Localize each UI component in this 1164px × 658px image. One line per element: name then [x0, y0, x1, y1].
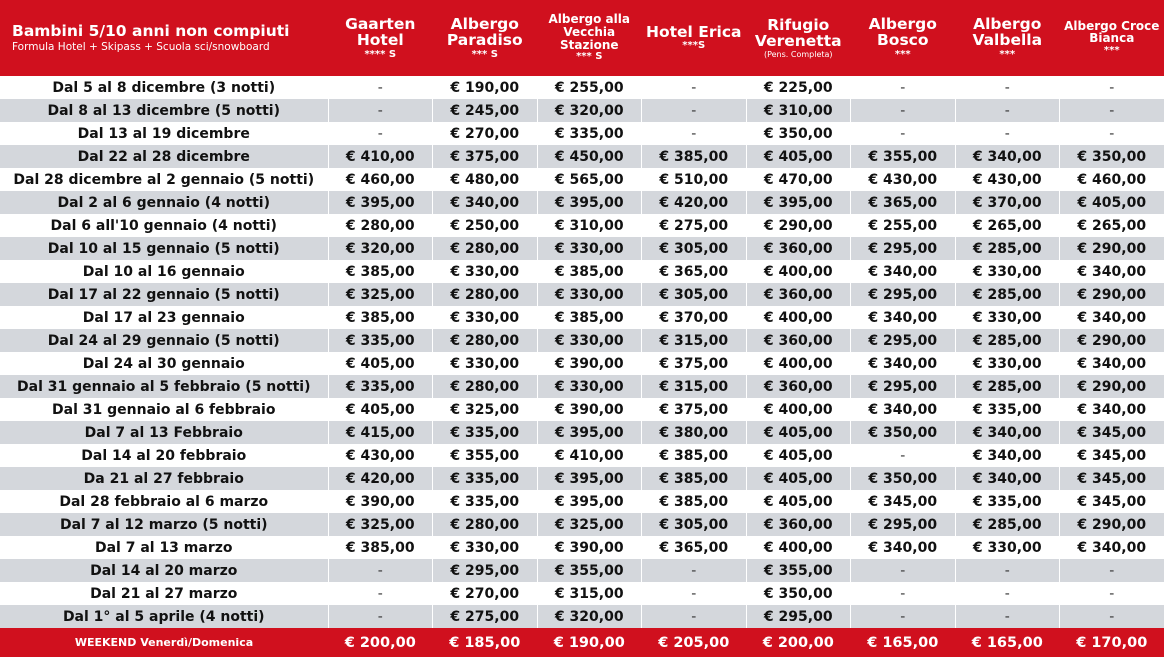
table-row — [0, 421, 1164, 444]
price-cell: € 395,00 — [537, 421, 642, 444]
weekend-price-cell: € 170,00 — [1060, 628, 1164, 657]
price-cell: € 350,00 — [746, 582, 851, 605]
price-cell: € 325,00 — [433, 398, 538, 421]
price-cell: € 330,00 — [537, 283, 642, 306]
table-row — [0, 168, 1164, 191]
price-cell: € 305,00 — [642, 237, 747, 260]
price-cell: € 345,00 — [1060, 444, 1164, 467]
price-cell: - — [328, 122, 433, 145]
table-row — [0, 122, 1164, 145]
price-cell: € 335,00 — [433, 421, 538, 444]
price-cell: € 295,00 — [746, 605, 851, 628]
price-cell: € 450,00 — [537, 145, 642, 168]
price-cell: € 330,00 — [537, 329, 642, 352]
price-cell: € 340,00 — [1060, 260, 1164, 283]
price-cell: € 290,00 — [1060, 513, 1164, 536]
period-cell: Dal 7 al 13 Febbraio — [0, 421, 328, 444]
weekend-label: WEEKEND Venerdì/Domenica — [0, 628, 328, 657]
period-cell: Da 21 al 27 febbraio — [0, 467, 328, 490]
price-cell: € 340,00 — [955, 467, 1060, 490]
price-cell: € 375,00 — [433, 145, 538, 168]
price-cell: - — [328, 76, 433, 99]
price-cell: € 405,00 — [746, 490, 851, 513]
hotel-stars: *** S — [471, 48, 498, 60]
price-cell: € 305,00 — [642, 513, 747, 536]
hotel-name: Albergo Bosco — [868, 14, 937, 50]
price-cell: € 340,00 — [1060, 398, 1164, 421]
price-cell: € 335,00 — [328, 329, 433, 352]
price-cell: - — [851, 582, 956, 605]
price-cell: € 360,00 — [746, 513, 851, 536]
price-cell: € 290,00 — [1060, 375, 1164, 398]
table-row — [0, 559, 1164, 582]
period-cell: Dal 14 al 20 febbraio — [0, 444, 328, 467]
price-cell: € 250,00 — [433, 214, 538, 237]
price-cell: € 375,00 — [642, 398, 747, 421]
period-cell: Dal 31 gennaio al 6 febbraio — [0, 398, 328, 421]
price-cell: € 315,00 — [642, 375, 747, 398]
price-cell: € 290,00 — [1060, 237, 1164, 260]
price-cell: € 265,00 — [1060, 214, 1164, 237]
price-cell: - — [955, 122, 1060, 145]
table-row — [0, 76, 1164, 99]
table-row — [0, 329, 1164, 352]
price-cell: € 295,00 — [851, 283, 956, 306]
price-cell: € 280,00 — [433, 237, 538, 260]
price-cell: € 275,00 — [433, 605, 538, 628]
period-cell: Dal 1° al 5 aprile (4 notti) — [0, 605, 328, 628]
price-cell: € 320,00 — [537, 99, 642, 122]
table-row — [0, 398, 1164, 421]
price-cell: € 330,00 — [433, 352, 538, 375]
price-cell: - — [642, 76, 747, 99]
weekend-price-cell: € 200,00 — [328, 628, 433, 657]
price-cell: € 330,00 — [433, 260, 538, 283]
price-cell: € 275,00 — [642, 214, 747, 237]
price-cell: € 430,00 — [955, 168, 1060, 191]
price-cell: € 350,00 — [851, 421, 956, 444]
price-cell: € 350,00 — [1060, 145, 1164, 168]
price-cell: € 345,00 — [1060, 467, 1164, 490]
price-cell: € 320,00 — [328, 237, 433, 260]
hotel-stars: *** — [1103, 44, 1120, 56]
price-cell: - — [642, 582, 747, 605]
weekend-price-cell: € 165,00 — [955, 628, 1060, 657]
price-cell: € 340,00 — [1060, 536, 1164, 559]
price-cell: € 340,00 — [955, 421, 1060, 444]
price-cell: € 290,00 — [1060, 329, 1164, 352]
price-cell: € 280,00 — [433, 375, 538, 398]
period-cell: Dal 14 al 20 marzo — [0, 559, 328, 582]
price-cell: € 285,00 — [955, 375, 1060, 398]
price-cell: - — [642, 122, 747, 145]
period-cell: Dal 2 al 6 gennaio (4 notti) — [0, 191, 328, 214]
price-cell: € 295,00 — [851, 513, 956, 536]
price-cell: € 510,00 — [642, 168, 747, 191]
weekend-price-cell: € 185,00 — [433, 628, 538, 657]
price-cell: € 285,00 — [955, 237, 1060, 260]
price-cell: € 285,00 — [955, 513, 1060, 536]
hotel-header — [537, 0, 642, 76]
table-row — [0, 99, 1164, 122]
period-cell: Dal 17 al 23 gennaio — [0, 306, 328, 329]
price-cell: € 430,00 — [851, 168, 956, 191]
price-cell: € 395,00 — [537, 467, 642, 490]
table-row — [0, 306, 1164, 329]
price-cell: € 365,00 — [851, 191, 956, 214]
price-cell: € 395,00 — [328, 191, 433, 214]
price-cell: € 385,00 — [537, 306, 642, 329]
price-cell: € 335,00 — [537, 122, 642, 145]
hotel-note: (Pens. Completa) — [763, 50, 833, 60]
price-cell: - — [955, 559, 1060, 582]
hotel-name: Albergo alla Vecchia Stazione — [548, 12, 630, 52]
price-cell: - — [328, 559, 433, 582]
period-cell: Dal 8 al 13 dicembre (5 notti) — [0, 99, 328, 122]
price-cell: € 340,00 — [851, 306, 956, 329]
price-cell: € 390,00 — [537, 398, 642, 421]
price-cell: € 355,00 — [746, 559, 851, 582]
price-cell: € 395,00 — [746, 191, 851, 214]
price-cell: - — [955, 99, 1060, 122]
price-cell: € 330,00 — [955, 536, 1060, 559]
period-cell: Dal 24 al 29 gennaio (5 notti) — [0, 329, 328, 352]
price-cell: € 480,00 — [433, 168, 538, 191]
price-cell: - — [851, 122, 956, 145]
price-cell: € 325,00 — [328, 513, 433, 536]
price-cell: € 400,00 — [746, 306, 851, 329]
price-cell: € 340,00 — [851, 536, 956, 559]
table-row — [0, 513, 1164, 536]
hotel-stars: **** S — [364, 48, 397, 60]
price-cell: € 310,00 — [746, 99, 851, 122]
price-cell: € 470,00 — [746, 168, 851, 191]
price-cell: € 405,00 — [746, 467, 851, 490]
price-cell: € 295,00 — [433, 559, 538, 582]
price-cell: - — [1060, 605, 1164, 628]
period-cell: Dal 7 al 13 marzo — [0, 536, 328, 559]
price-cell: € 385,00 — [642, 444, 747, 467]
price-cell: - — [1060, 99, 1164, 122]
table-row — [0, 444, 1164, 467]
price-cell: € 360,00 — [746, 329, 851, 352]
price-cell: € 390,00 — [537, 536, 642, 559]
table-row — [0, 467, 1164, 490]
price-cell: € 360,00 — [746, 237, 851, 260]
table-subtitle: Formula Hotel + Skipass + Scuola sci/snowboard — [12, 41, 270, 54]
price-cell: € 335,00 — [955, 490, 1060, 513]
price-cell: € 355,00 — [851, 145, 956, 168]
price-cell: € 270,00 — [433, 122, 538, 145]
price-cell: - — [642, 559, 747, 582]
price-rows — [0, 76, 1164, 628]
price-cell: € 330,00 — [955, 352, 1060, 375]
price-cell: € 340,00 — [1060, 306, 1164, 329]
table-row — [0, 237, 1164, 260]
period-cell: Dal 28 dicembre al 2 gennaio (5 notti) — [0, 168, 328, 191]
price-cell: € 295,00 — [851, 329, 956, 352]
price-cell: € 340,00 — [433, 191, 538, 214]
period-cell: Dal 31 gennaio al 5 febbraio (5 notti) — [0, 375, 328, 398]
price-cell: € 360,00 — [746, 375, 851, 398]
hotel-stars: ***S — [682, 40, 706, 52]
price-cell: € 405,00 — [746, 444, 851, 467]
price-cell: € 385,00 — [328, 306, 433, 329]
price-cell: € 330,00 — [537, 375, 642, 398]
hotel-name: Albergo Paradiso — [446, 14, 523, 50]
price-cell: € 335,00 — [955, 398, 1060, 421]
hotel-header — [328, 0, 433, 76]
price-cell: € 295,00 — [851, 237, 956, 260]
price-cell: € 360,00 — [746, 283, 851, 306]
period-cell: Dal 22 al 28 dicembre — [0, 145, 328, 168]
weekend-price-cell: € 200,00 — [746, 628, 851, 657]
price-cell: € 390,00 — [328, 490, 433, 513]
price-cell: - — [851, 559, 956, 582]
price-cell: € 295,00 — [851, 375, 956, 398]
price-cell: € 380,00 — [642, 421, 747, 444]
price-cell: € 355,00 — [537, 559, 642, 582]
price-cell: € 340,00 — [851, 398, 956, 421]
price-cell: € 190,00 — [433, 76, 538, 99]
price-cell: € 365,00 — [642, 536, 747, 559]
price-cell: - — [1060, 76, 1164, 99]
price-cell: € 430,00 — [328, 444, 433, 467]
weekend-price-cell: € 165,00 — [851, 628, 956, 657]
price-cell: € 335,00 — [433, 490, 538, 513]
price-cell: - — [955, 605, 1060, 628]
price-cell: - — [328, 99, 433, 122]
weekend-price-cell: € 205,00 — [642, 628, 747, 657]
hotel-name: Rifugio Verenetta — [754, 15, 842, 50]
price-cell: € 325,00 — [537, 513, 642, 536]
period-cell: Dal 6 all'10 gennaio (4 notti) — [0, 214, 328, 237]
hotel-name: Gaarten Hotel — [345, 14, 416, 50]
period-cell: Dal 7 al 12 marzo (5 notti) — [0, 513, 328, 536]
header-row — [0, 0, 1164, 76]
price-cell: € 225,00 — [746, 76, 851, 99]
price-cell: € 285,00 — [955, 283, 1060, 306]
price-cell: € 350,00 — [746, 122, 851, 145]
period-cell: Dal 24 al 30 gennaio — [0, 352, 328, 375]
price-cell: € 405,00 — [1060, 191, 1164, 214]
price-cell: € 345,00 — [851, 490, 956, 513]
price-cell: € 265,00 — [955, 214, 1060, 237]
hotel-stars: *** — [894, 48, 911, 60]
price-cell: € 415,00 — [328, 421, 433, 444]
hotel-header — [746, 0, 851, 76]
price-cell: € 385,00 — [328, 536, 433, 559]
table-title-cell — [0, 0, 328, 76]
price-cell: € 405,00 — [328, 352, 433, 375]
hotel-header — [851, 0, 956, 76]
price-cell: € 460,00 — [1060, 168, 1164, 191]
table-row — [0, 214, 1164, 237]
period-cell: Dal 17 al 22 gennaio (5 notti) — [0, 283, 328, 306]
table-row — [0, 490, 1164, 513]
price-cell: € 370,00 — [955, 191, 1060, 214]
price-cell: € 330,00 — [955, 260, 1060, 283]
price-cell: € 410,00 — [537, 444, 642, 467]
price-cell: - — [328, 582, 433, 605]
price-cell: € 280,00 — [433, 329, 538, 352]
price-cell: € 245,00 — [433, 99, 538, 122]
price-cell: € 385,00 — [328, 260, 433, 283]
price-cell: € 255,00 — [851, 214, 956, 237]
price-cell: - — [642, 605, 747, 628]
table-row — [0, 145, 1164, 168]
period-cell: Dal 21 al 27 marzo — [0, 582, 328, 605]
price-cell: - — [642, 99, 747, 122]
price-cell: € 340,00 — [851, 352, 956, 375]
price-cell: € 400,00 — [746, 352, 851, 375]
period-cell: Dal 13 al 19 dicembre — [0, 122, 328, 145]
hotel-name: Hotel Erica — [646, 23, 742, 42]
table-row — [0, 536, 1164, 559]
price-cell: € 280,00 — [433, 513, 538, 536]
price-cell: € 565,00 — [537, 168, 642, 191]
weekend-row — [0, 628, 1164, 657]
period-cell: Dal 10 al 15 gennaio (5 notti) — [0, 237, 328, 260]
price-cell: € 370,00 — [642, 306, 747, 329]
price-cell: € 330,00 — [537, 237, 642, 260]
price-cell: € 335,00 — [328, 375, 433, 398]
price-cell: € 400,00 — [746, 536, 851, 559]
hotel-stars: *** S — [576, 51, 603, 63]
hotel-stars: *** — [999, 48, 1016, 60]
price-cell: - — [851, 99, 956, 122]
price-cell: € 385,00 — [642, 145, 747, 168]
hotel-header — [642, 0, 747, 76]
price-cell: - — [328, 605, 433, 628]
price-cell: € 340,00 — [851, 260, 956, 283]
price-cell: - — [955, 76, 1060, 99]
price-cell: € 340,00 — [955, 444, 1060, 467]
price-cell: € 390,00 — [537, 352, 642, 375]
price-cell: - — [851, 76, 956, 99]
price-cell: € 395,00 — [537, 191, 642, 214]
price-cell: € 340,00 — [1060, 352, 1164, 375]
price-cell: € 345,00 — [1060, 490, 1164, 513]
price-cell: € 385,00 — [537, 260, 642, 283]
price-cell: € 330,00 — [433, 306, 538, 329]
price-cell: € 350,00 — [851, 467, 956, 490]
period-cell: Dal 5 al 8 dicembre (3 notti) — [0, 76, 328, 99]
price-cell: € 460,00 — [328, 168, 433, 191]
hotel-header — [955, 0, 1060, 76]
price-cell: € 310,00 — [537, 214, 642, 237]
hotel-header — [1060, 0, 1164, 76]
price-cell: € 285,00 — [955, 329, 1060, 352]
price-cell: € 270,00 — [433, 582, 538, 605]
price-cell: € 290,00 — [1060, 283, 1164, 306]
price-cell: € 400,00 — [746, 398, 851, 421]
table-row — [0, 260, 1164, 283]
price-cell: € 330,00 — [955, 306, 1060, 329]
weekend-price-cell: € 190,00 — [537, 628, 642, 657]
price-cell: - — [851, 444, 956, 467]
period-cell: Dal 28 febbraio al 6 marzo — [0, 490, 328, 513]
price-cell: € 335,00 — [433, 467, 538, 490]
period-cell: Dal 10 al 16 gennaio — [0, 260, 328, 283]
price-cell: € 365,00 — [642, 260, 747, 283]
price-cell: € 340,00 — [955, 145, 1060, 168]
price-cell: € 255,00 — [537, 76, 642, 99]
price-cell: € 385,00 — [642, 467, 747, 490]
hotel-header — [433, 0, 538, 76]
price-cell: € 355,00 — [433, 444, 538, 467]
price-cell: € 410,00 — [328, 145, 433, 168]
price-cell: - — [851, 605, 956, 628]
table-row — [0, 605, 1164, 628]
price-cell: € 405,00 — [328, 398, 433, 421]
hotel-name: Albergo Croce Bianca — [1064, 18, 1160, 46]
price-cell: € 280,00 — [433, 283, 538, 306]
price-cell: € 290,00 — [746, 214, 851, 237]
price-cell: € 325,00 — [328, 283, 433, 306]
price-cell: € 280,00 — [328, 214, 433, 237]
table-row — [0, 352, 1164, 375]
price-cell: € 405,00 — [746, 421, 851, 444]
price-cell: € 320,00 — [537, 605, 642, 628]
price-cell: - — [1060, 122, 1164, 145]
price-cell: € 405,00 — [746, 145, 851, 168]
price-cell: - — [1060, 582, 1164, 605]
price-cell: € 315,00 — [642, 329, 747, 352]
table-row — [0, 191, 1164, 214]
price-cell: € 395,00 — [537, 490, 642, 513]
price-cell: € 385,00 — [642, 490, 747, 513]
price-cell: € 330,00 — [433, 536, 538, 559]
table-row — [0, 582, 1164, 605]
price-cell: € 420,00 — [642, 191, 747, 214]
price-cell: € 345,00 — [1060, 421, 1164, 444]
price-cell: € 305,00 — [642, 283, 747, 306]
price-cell: € 375,00 — [642, 352, 747, 375]
price-cell: - — [955, 582, 1060, 605]
price-cell: € 400,00 — [746, 260, 851, 283]
table-title: Bambini 5/10 anni non compiuti — [12, 21, 290, 40]
table-row — [0, 375, 1164, 398]
hotel-name: Albergo Valbella — [972, 14, 1043, 50]
table-row — [0, 283, 1164, 306]
price-cell: € 420,00 — [328, 467, 433, 490]
price-cell: € 315,00 — [537, 582, 642, 605]
price-cell: - — [1060, 559, 1164, 582]
